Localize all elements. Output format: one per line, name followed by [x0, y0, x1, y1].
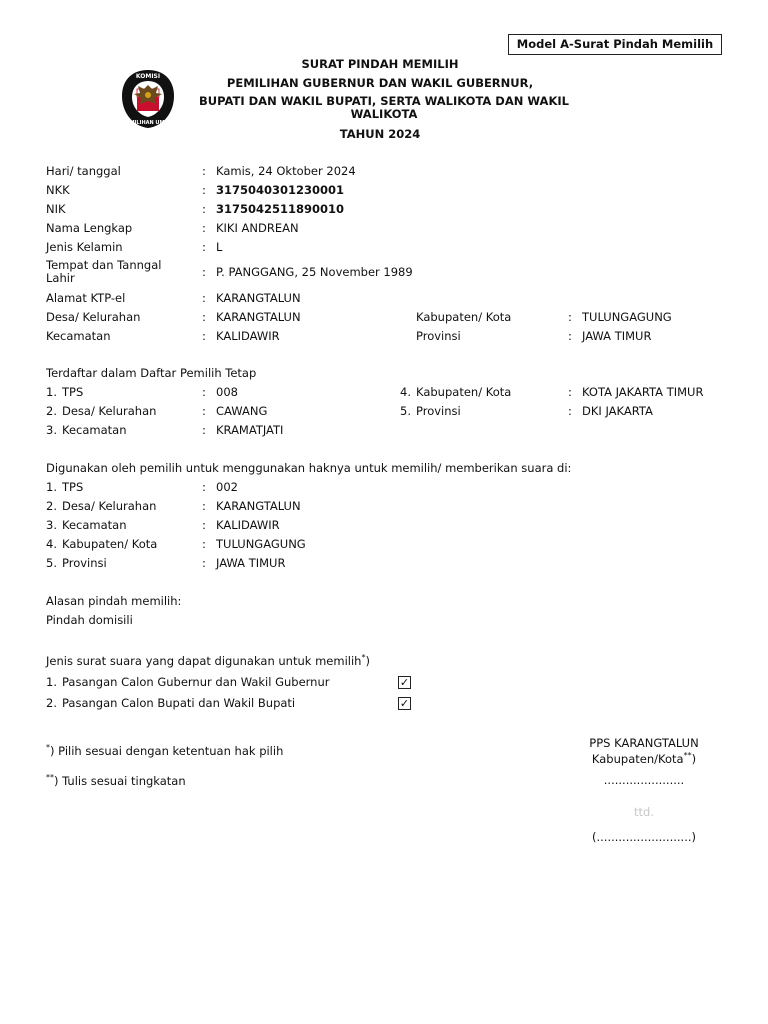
- colon: :: [568, 329, 572, 343]
- footnote-1: *) Pilih sesuai dengan ketentuan hak pilih: [46, 743, 284, 758]
- jenis-surat-title: Jenis surat suara yang dapat digunakan untuk memilih*): [46, 653, 370, 668]
- colon: :: [568, 404, 572, 418]
- colon: :: [202, 183, 206, 197]
- terdaftar-value-tps: 008: [216, 385, 238, 399]
- label-kecamatan: Kecamatan: [46, 329, 111, 343]
- terdaftar-value-kabupaten: KOTA JAKARTA TIMUR: [582, 385, 704, 399]
- colon: :: [202, 291, 206, 305]
- terdaftar-label-tps: TPS: [62, 385, 84, 399]
- colon: :: [202, 423, 206, 437]
- title-line-3: BUPATI DAN WAKIL BUPATI, SERTA WALIKOTA DAN WAKIL WALIKOTA: [199, 94, 569, 121]
- colon: :: [202, 221, 206, 235]
- logo-bottom-text: PEMILIHAN UMUM: [122, 120, 174, 126]
- alasan-value: Pindah domisili: [46, 613, 133, 627]
- label-nkk: NKK: [46, 183, 70, 197]
- list-number: 1.: [46, 675, 57, 689]
- jenis-surat-item-bupati: Pasangan Calon Bupati dan Wakil Bupati: [62, 696, 296, 710]
- logo-top-text: KOMISI: [135, 73, 161, 80]
- check-icon: ✓: [399, 676, 410, 689]
- label-nik: NIK: [46, 202, 66, 216]
- signature-org: PPS KARANGTALUN: [589, 736, 699, 750]
- list-number: 3.: [46, 423, 57, 437]
- value-provinsi: JAWA TIMUR: [582, 329, 652, 343]
- jenis-surat-item-gubernur: Pasangan Calon Gubernur dan Wakil Gubernur: [62, 675, 330, 689]
- colon: :: [202, 537, 206, 551]
- checkbox-bupati[interactable]: [398, 696, 411, 710]
- list-number: 5.: [46, 556, 57, 570]
- terdaftar-label-provinsi: Provinsi: [416, 404, 461, 418]
- terdaftar-title: Terdaftar dalam Daftar Pemilih Tetap: [46, 366, 257, 380]
- colon: :: [568, 310, 572, 324]
- value-nama: KIKI ANDREAN: [216, 221, 299, 235]
- colon: :: [202, 385, 206, 399]
- colon: :: [202, 202, 206, 216]
- value-desa: KARANGTALUN: [216, 310, 301, 324]
- check-icon: ✓: [399, 697, 410, 710]
- signature-ttd: ttd.: [634, 805, 654, 819]
- model-label: Model A-Surat Pindah Memilih: [508, 34, 722, 55]
- list-number: 3.: [46, 518, 57, 532]
- colon: :: [202, 404, 206, 418]
- value-tanggal: Kamis, 24 Oktober 2024: [216, 164, 356, 178]
- title-line-1: SURAT PINDAH MEMILIH: [301, 57, 459, 71]
- list-number: 5.: [400, 404, 411, 418]
- value-nkk: 3175040301230001: [216, 183, 345, 197]
- digunakan-label-tps: TPS: [62, 480, 84, 494]
- checkbox-gubernur[interactable]: [398, 675, 411, 689]
- colon: :: [202, 329, 206, 343]
- label-kabupaten: Kabupaten/ Kota: [416, 310, 512, 324]
- title-line-4: TAHUN 2024: [339, 127, 421, 141]
- list-number: 1.: [46, 385, 57, 399]
- label-tanggal: Hari/ tanggal: [46, 164, 121, 178]
- colon: :: [568, 385, 572, 399]
- list-number: 4.: [46, 537, 57, 551]
- terdaftar-value-desa: CAWANG: [216, 404, 268, 418]
- label-nama: Nama Lengkap: [46, 221, 133, 235]
- colon: :: [202, 265, 206, 279]
- digunakan-title: Digunakan oleh pemilih untuk menggunakan haknya untuk memilih/ memberikan suara di:: [46, 461, 572, 475]
- terdaftar-value-provinsi: DKI JAKARTA: [582, 404, 653, 418]
- label-desa: Desa/ Kelurahan: [46, 310, 141, 324]
- terdaftar-label-kecamatan: Kecamatan: [62, 423, 127, 437]
- colon: :: [202, 556, 206, 570]
- value-ttl: P. PANGGANG, 25 November 1989: [216, 265, 413, 279]
- alasan-label: Alasan pindah memilih:: [46, 594, 182, 608]
- list-number: 1.: [46, 480, 57, 494]
- value-kabupaten: TULUNGAGUNG: [582, 310, 672, 324]
- digunakan-value-provinsi: JAWA TIMUR: [216, 556, 286, 570]
- digunakan-label-kabupaten: Kabupaten/ Kota: [62, 537, 158, 551]
- colon: :: [202, 518, 206, 532]
- value-alamat: KARANGTALUN: [216, 291, 301, 305]
- colon: :: [202, 240, 206, 254]
- digunakan-value-desa: KARANGTALUN: [216, 499, 301, 513]
- colon: :: [202, 310, 206, 324]
- signature-name-dots: (..........................): [591, 830, 697, 844]
- value-kecamatan: KALIDAWIR: [216, 329, 280, 343]
- colon: :: [202, 480, 206, 494]
- kpu-garuda-logo-icon: [120, 68, 176, 130]
- colon: :: [202, 499, 206, 513]
- digunakan-label-kecamatan: Kecamatan: [62, 518, 127, 532]
- digunakan-value-kabupaten: TULUNGAGUNG: [216, 537, 306, 551]
- digunakan-label-desa: Desa/ Kelurahan: [62, 499, 157, 513]
- signature-level: Kabupaten/Kota**): [591, 751, 697, 766]
- digunakan-value-kecamatan: KALIDAWIR: [216, 518, 280, 532]
- label-jenis-kelamin: Jenis Kelamin: [46, 240, 123, 254]
- terdaftar-label-desa: Desa/ Kelurahan: [62, 404, 157, 418]
- terdaftar-label-kabupaten: Kabupaten/ Kota: [416, 385, 512, 399]
- value-nik: 3175042511890010: [216, 202, 345, 216]
- colon: :: [202, 164, 206, 178]
- label-provinsi: Provinsi: [416, 329, 461, 343]
- list-number: 2.: [46, 499, 57, 513]
- list-number: 4.: [400, 385, 411, 399]
- list-number: 2.: [46, 404, 57, 418]
- label-alamat: Alamat KTP-el: [46, 291, 126, 305]
- signature-place-dots: ......................: [603, 773, 685, 787]
- digunakan-value-tps: 002: [216, 480, 238, 494]
- digunakan-label-provinsi: Provinsi: [62, 556, 107, 570]
- value-jenis-kelamin: L: [216, 240, 223, 254]
- list-number: 2.: [46, 696, 57, 710]
- title-line-2: PEMILIHAN GUBERNUR DAN WAKIL GUBERNUR,: [226, 76, 534, 90]
- footnote-2: **) Tulis sesuai tingkatan: [46, 773, 186, 788]
- terdaftar-value-kecamatan: KRAMATJATI: [216, 423, 284, 437]
- label-ttl: Tempat dan Tanngal Lahir: [46, 258, 162, 285]
